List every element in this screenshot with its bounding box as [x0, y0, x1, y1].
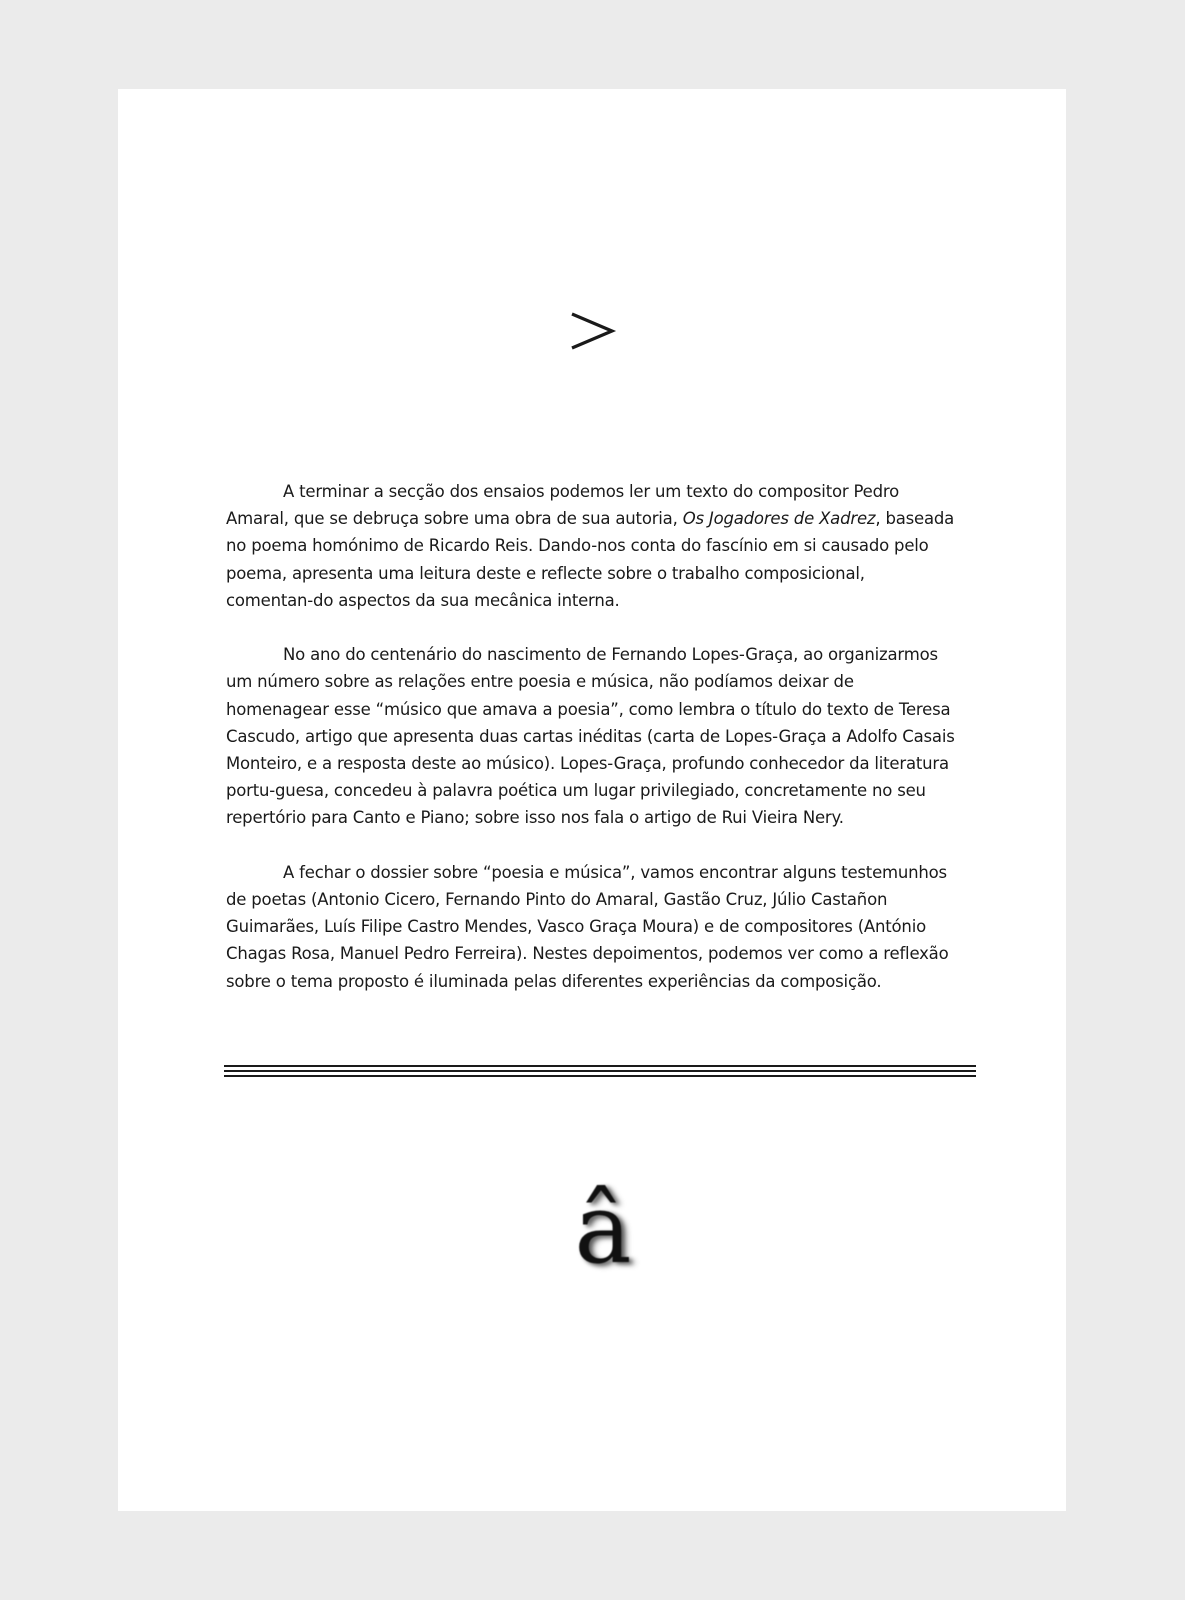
chevron-right-icon	[568, 304, 618, 354]
paragraph-3: A fechar o dossier sobre “poesia e música”, vamos encontrar alguns testemunhos de poetas (Antonio Cicero, Fernando Pinto do Amaral, Gastão Cruz, Júlio Castañon Guimarães, Luís Filipe Castro Mendes, Vasco Graça Moura) e de compositores (António Chagas Rosa, Manuel Pedro Ferreira). Nestes depoimentos, podemos ver como a reflexão sobre o tema proposto é iluminada pelas diferentes experiências da composição.	[226, 862, 949, 991]
blurred-letter-ornament: â	[574, 1173, 632, 1285]
article-body	[226, 478, 956, 1022]
paragraph-1-text-start: A terminar a secção dos ensaios podemos ler um texto do compositor Pedro Amaral, que se debruça sobre uma obra de sua autoria,	[226, 482, 899, 529]
triple-rule-divider	[224, 1065, 976, 1079]
page-sheet	[118, 89, 1066, 1511]
paragraph-1-text-end: , baseada no poema homónimo de Ricardo Reis. Dando-nos conta do fascínio em si causado pelo poema, apresenta uma leitura deste e reflecte sobre o trabalho composicional, comentan-do aspectos da sua mecânica interna.	[226, 509, 955, 610]
paragraph-1	[226, 478, 956, 614]
paragraph-2: No ano do centenário do nascimento de Fernando Lopes-Graça, ao organizarmos um número sobre as relações entre poesia e música, não podíamos deixar de homenagear esse “músico que amava a poesia”, como lembra o título do texto de Teresa Cascudo, artigo que apresenta duas cartas inéditas (carta de Lopes-Graça a Adolfo Casais Monteiro, e a resposta deste ao músico). Lopes-Graça, profundo conhecedor da literatura portu-guesa, concedeu à palavra poética um lugar privilegiado, concretamente no seu repertório para Canto e Piano; sobre isso nos fala o artigo de Rui Vieira Nery.	[226, 645, 955, 828]
work-title-italic: Os Jogadores de Xadrez	[682, 509, 876, 529]
